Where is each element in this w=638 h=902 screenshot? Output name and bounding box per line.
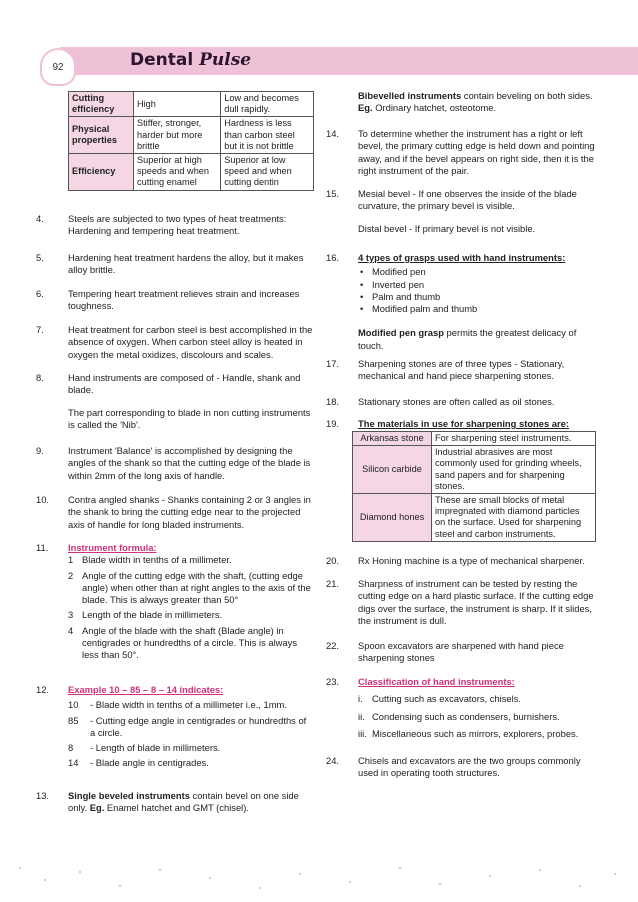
- section-heading: The materials in use for sharpening stones are:: [358, 418, 569, 429]
- item-text: Contra angled shanks - Shanks containing 2 or 3 angles in the shank to bring the cutting edge near to the projected axis of handle for long bladed instruments.: [68, 494, 311, 530]
- item-15: [326, 188, 596, 235]
- section-heading: 4 types of grasps used with hand instruments:: [358, 252, 566, 263]
- table-row: [353, 494, 596, 542]
- section-heading: Example 10 – 85 – 8 – 14 indicates:: [68, 684, 224, 695]
- item-number: 9.: [36, 445, 44, 456]
- section-heading: Instrument formula:: [68, 542, 157, 553]
- item-number: 4.: [36, 213, 44, 224]
- sub-item: 8 - Length of blade in millimeters.: [68, 742, 221, 754]
- table-row: [69, 154, 314, 191]
- bibevelled-paragraph: Bibevelled instruments contain beveling on both sides. Eg. Ordinary hatchet, osteotome.: [358, 90, 593, 114]
- sub-item: 3 Length of the blade in millimeters.: [68, 609, 223, 621]
- item-number: 5.: [36, 252, 44, 263]
- item-text: Single beveled instruments contain bevel on one side only. Eg. Enamel hatchet and GMT (chisel).: [68, 790, 299, 814]
- item-11: [36, 542, 314, 662]
- item-23: [326, 676, 596, 740]
- item-4: [36, 213, 314, 238]
- item-number: 17.: [326, 358, 340, 369]
- table-cell: Superior at low speed and when cutting dentin: [221, 154, 314, 191]
- item-text: Steels are subjected to two types of heat treatments: Hardening and tempering heat treatment.: [68, 213, 287, 237]
- table-cell: Industrial abrasives are most commonly used for grinding wheels, sand papers and for sharpening stones.: [432, 446, 596, 494]
- item-text: Distal bevel - If primary bevel is not visible.: [358, 222, 536, 234]
- table-row: [353, 432, 596, 446]
- page-title: [130, 50, 251, 70]
- sub-item: iii. Miscellaneous such as mirrors, explorers, probes.: [358, 727, 579, 739]
- item-number: 10.: [36, 494, 50, 505]
- table-cell: These are small blocks of metal impregnated with diamond particles on the surface. Used for sharpening steel and carbon instruments.: [432, 494, 596, 542]
- item-text: The part corresponding to blade in non cutting instruments is called the 'Nib'.: [68, 406, 311, 430]
- item-24: [326, 755, 596, 780]
- item-text: To determine whether the instrument has a right or left bevel, the primary cutting edge is held down and pointing away, and if the bevel appears on right side, then it is the right instrument of the pair.: [358, 128, 595, 176]
- sub-item: 4 Angle of the blade with the shaft (Blade angle) in centigrades or hundredths of a circle. This is always less than 50°.: [68, 624, 298, 661]
- item-number: 8.: [36, 372, 44, 383]
- item-20: [326, 555, 596, 567]
- item-12: [36, 684, 314, 770]
- sub-item: 14 - Blade angle in centigrades.: [68, 757, 209, 769]
- item-number: 11.: [36, 542, 49, 553]
- item-number: 14.: [326, 128, 340, 139]
- item-number: 16.: [326, 252, 340, 263]
- decorative-speckle: [0, 858, 638, 898]
- sub-item: i. Cutting such as excavators, chisels.: [358, 693, 522, 705]
- item-text: Stationary stones are often called as oil stones.: [358, 396, 555, 407]
- sub-item: 1 Blade width in tenths of a millimeter.: [68, 554, 232, 566]
- item-14: [326, 128, 596, 177]
- item-number: 23.: [326, 676, 340, 687]
- table-cell: Hardness is less than carbon steel but it is not brittle: [221, 117, 314, 154]
- item-text: Modified pen grasp permits the greatest delicacy of touch.: [358, 327, 577, 351]
- item-18: [326, 396, 596, 408]
- item-text: Sharpness of instrument can be tested by resting the cutting edge on a hard plastic surface. If the cutting edge digs over the surface, the instrument is sharp. If it slides, the instrument is dull.: [358, 578, 594, 626]
- table-row-head: Cutting efficiency: [69, 92, 134, 117]
- item-number: 22.: [326, 640, 340, 651]
- steel-comparison-table: [68, 91, 314, 191]
- item-number: 13.: [36, 790, 50, 801]
- item-number: 21.: [326, 578, 340, 589]
- item-number: 18.: [326, 396, 340, 407]
- item-9: [36, 445, 314, 482]
- item-text: Sharpening stones are of three types - Stationary, mechanical and hand piece sharpening stones.: [358, 358, 565, 382]
- table-row: [69, 117, 314, 154]
- item-number: 20.: [326, 555, 340, 566]
- item-number: 15.: [326, 188, 340, 199]
- item-16: [326, 252, 596, 352]
- table-row-head: Silicon carbide: [353, 446, 432, 494]
- table-row: [69, 92, 314, 117]
- page-number: 92: [40, 48, 76, 86]
- item-text: Mesial bevel - If one observes the inside of the blade curvature, the primary bevel is visible.: [358, 188, 577, 212]
- item-number: 6.: [36, 288, 44, 299]
- item-21: [326, 578, 596, 627]
- item-10: [36, 494, 314, 531]
- item-text: Heat treatment for carbon steel is best accomplished in the absence of oxygen. When carbon steel alloy is heated in oxygen the metal oxidizes, discolours and scales.: [68, 324, 313, 360]
- list-item: • Modified palm and thumb: [358, 303, 596, 315]
- grasp-list: [358, 266, 596, 315]
- title-part2: Pulse: [199, 50, 252, 70]
- table-cell: High: [134, 92, 221, 117]
- list-item: • Palm and thumb: [358, 291, 596, 303]
- item-number: 24.: [326, 755, 340, 766]
- item-number: 19.: [326, 418, 340, 429]
- sub-item: ii. Condensing such as condensers, burnishers.: [358, 710, 560, 722]
- item-17: [326, 358, 596, 383]
- section-heading: Classification of hand instruments:: [358, 676, 515, 687]
- item-text: Spoon excavators are sharpened with hand piece sharpening stones: [358, 640, 564, 664]
- item-8: [36, 372, 314, 431]
- table-cell: Stiffer, stronger, harder but more brittle: [134, 117, 221, 154]
- item-text: Rx Honing machine is a type of mechanical sharpener.: [358, 555, 585, 566]
- item-text: Instrument 'Balance' is accomplished by designing the angles of the shank so that the cutting edge of the blade is within 2mm of the long axis of handle.: [68, 445, 311, 481]
- item-7: [36, 324, 314, 361]
- item-text: Tempering heart treatment relieves strain and increases toughness.: [68, 288, 300, 312]
- table-cell: Low and becomes dull rapidly.: [221, 92, 314, 117]
- item-number: 7.: [36, 324, 44, 335]
- item-13: [36, 790, 314, 815]
- sub-item: 85 - Cutting edge angle in centigrades or hundredths of a circle.: [68, 714, 307, 738]
- item-number: 12.: [36, 684, 50, 695]
- item-text: Hardening heat treatment hardens the alloy, but it makes alloy brittle.: [68, 252, 304, 276]
- item-text: Chisels and excavators are the two groups commonly used in operating tooth structures.: [358, 755, 581, 779]
- list-item: • Inverted pen: [358, 279, 596, 291]
- item-text: Hand instruments are composed of - Handle, shank and blade.: [68, 372, 301, 396]
- item-22: [326, 640, 596, 665]
- table-cell: For sharpening steel instruments.: [432, 432, 596, 446]
- table-row-head: Diamond hones: [353, 494, 432, 542]
- item-5: [36, 252, 314, 277]
- sub-item: 10 - Blade width in tenths of a millimeter i.e., 1mm.: [68, 699, 287, 711]
- table-row-head: Physical properties: [69, 117, 134, 154]
- item-6: [36, 288, 314, 313]
- item-19: [326, 418, 596, 430]
- sub-item: 2 Angle of the cutting edge with the shaft, (cutting edge angle) when other than at right angles to the axis of the blade. This is always greater than 50°: [68, 569, 311, 606]
- table-row: [353, 446, 596, 494]
- title-part1: Dental: [130, 50, 194, 70]
- table-row-head: Efficiency: [69, 154, 134, 191]
- table-row-head: Arkansas stone: [353, 432, 432, 446]
- list-item: • Modified pen: [358, 266, 596, 278]
- sharpening-stones-table: [352, 431, 596, 542]
- table-cell: Superior at high speeds and when cutting enamel: [134, 154, 221, 191]
